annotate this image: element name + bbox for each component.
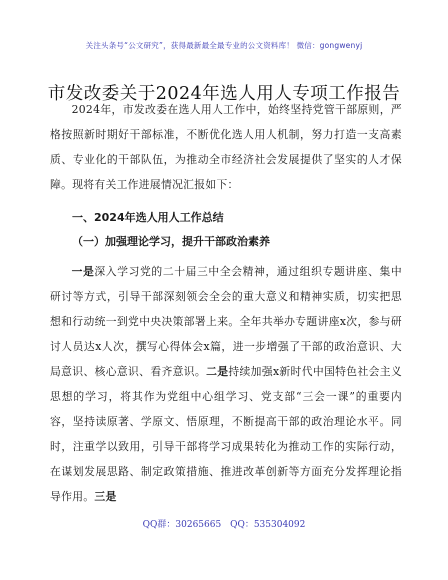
body-text-2: 持续加强x新时代中国特色社会主义思想的学习，将其作为党组中心组学习、党支部“三会一课”的重要内容，坚持读原著、学原文、悟原理，不断提高干部的政治理论水平。同时，注重学以致用，引导干部将学习成果转化为推动工作的实际行动，在谋划发展思路、制定政策措施、推进改革创新等方面充分发挥理论指导作用。 bbox=[50, 365, 402, 503]
footer-contact: QQ群：30265665 QQ：535304092 bbox=[142, 520, 306, 530]
section-heading: 一、2024年选人用人工作总结 bbox=[72, 211, 224, 224]
lead-3: 三是 bbox=[94, 490, 117, 503]
body-paragraph bbox=[50, 259, 402, 509]
subsection-heading: （一）加强理论学习，提升干部政治素养 bbox=[72, 235, 270, 248]
intro-paragraph bbox=[50, 97, 402, 197]
lead-2: 二是 bbox=[206, 365, 229, 378]
intro-text: 2024年，市发改委在选人用人工作中，始终坚持党管干部原则，严格按照新时期好干部标准，不断优化选人用人机制，努力打造一支高素质、专业化的干部队伍，为推动全市经济社会发展提供了坚实的人才保障。现将有关工作进展情况汇报如下： bbox=[50, 103, 402, 191]
document-title: 市发改委关于2024年选人用人专项工作报告 bbox=[47, 84, 401, 104]
header-banner: 关注头条号“公文研究”，获得最新最全最专业的公文资料库！ 微信：gongwenyj bbox=[85, 41, 363, 50]
body-text-1: 深入学习党的二十届三中全会精神，通过组织专题讲座、集中研讨等方式，引导干部深刻领会全会的重大意义和精神实质，切实把思想和行动统一到党中央决策部署上来。全年共举办专题讲座x次，参与研讨人员达x人次，撰写心得体会x篇，进一步增强了干部的政治意识、大局意识、核心意识、看齐意识。 bbox=[50, 265, 402, 378]
lead-1: 一是 bbox=[71, 265, 95, 278]
body-text bbox=[50, 259, 402, 509]
